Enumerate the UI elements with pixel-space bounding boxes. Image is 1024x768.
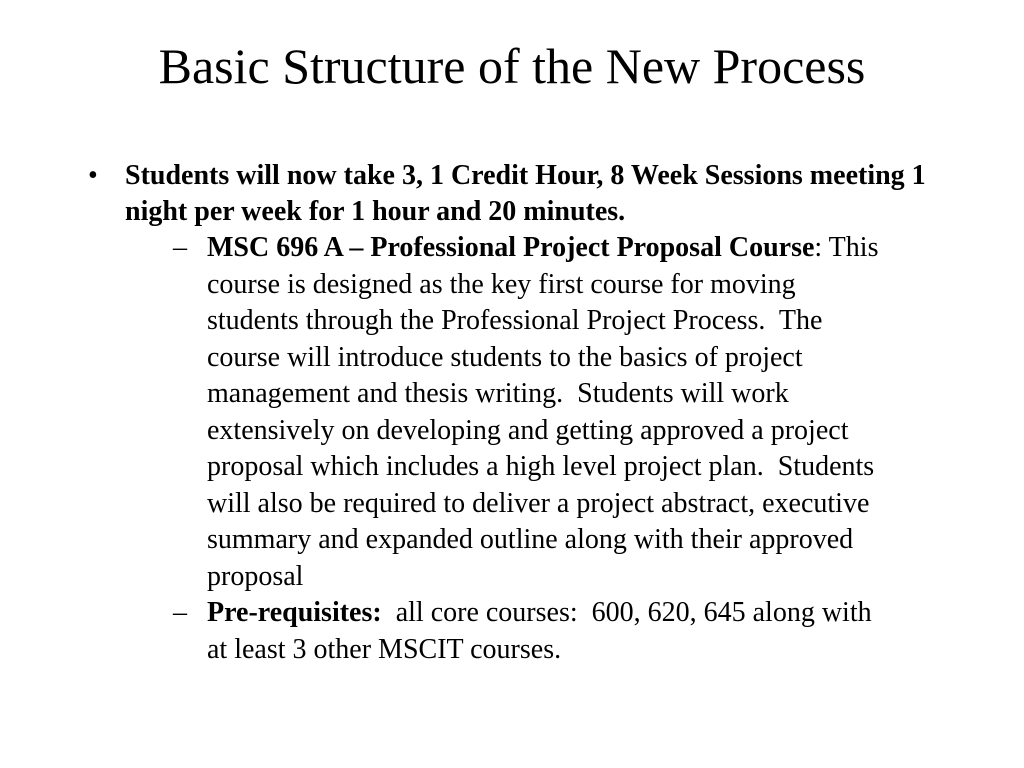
sub-bullet-item-prerequisites: [173, 595, 885, 668]
bullet-marker: •: [88, 160, 98, 191]
bullet-list: [88, 158, 968, 668]
prerequisites-label: Pre-requisites:: [207, 597, 382, 628]
slide-title: Basic Structure of the New Process: [158, 38, 866, 94]
bullet-item: [88, 158, 968, 668]
prerequisites-text: all core courses: 600, 620, 645 along with at least 3 other MSCIT courses.: [207, 597, 879, 665]
dash-marker: –: [173, 232, 187, 263]
course-description: : This course is designed as the key first course for moving students through the Professional Project Process. The course will introduce students to the basics of project management and thesis writing. Students will work extensively on developing and getting approved a project proposal which includes a high level project plan. Students will also be required to deliver a project abstract, executive summary and expanded outline along with their approved proposal: [207, 232, 886, 592]
sub-bullet-list: [125, 230, 885, 668]
sub-bullet-item-course: [173, 230, 885, 595]
bullet-text: Students will now take 3, 1 Credit Hour, 8 Week Sessions meeting 1 night per week for 1 hour and 20 minutes.: [125, 160, 926, 227]
dash-marker: –: [173, 597, 187, 628]
course-name: MSC 696 A – Professional Project Proposal Course: [207, 232, 815, 263]
